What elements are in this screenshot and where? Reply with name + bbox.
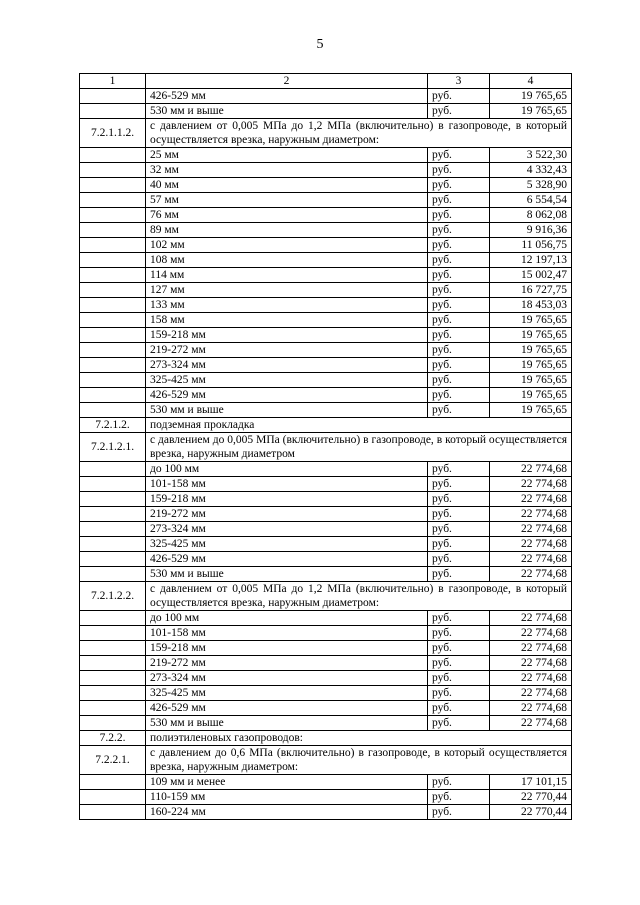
table-cell-1 [80, 671, 146, 686]
table-row [80, 358, 572, 373]
table-cell-4: 19 765,65 [490, 313, 572, 328]
table-cell-1 [80, 148, 146, 163]
table-cell-3: руб. [428, 641, 490, 656]
table-cell-1 [80, 193, 146, 208]
table-row [80, 790, 572, 805]
table-cell-3: руб. [428, 238, 490, 253]
section-description: полиэтиленовых газопроводов: [146, 731, 572, 746]
section-row [80, 746, 572, 775]
table-row [80, 522, 572, 537]
table-cell-4: 22 774,68 [490, 611, 572, 626]
table-row [80, 328, 572, 343]
table-cell-4: 8 062,08 [490, 208, 572, 223]
table-cell-4: 22 774,68 [490, 686, 572, 701]
section-row [80, 119, 572, 148]
table-cell-3: руб. [428, 462, 490, 477]
table-cell-1 [80, 343, 146, 358]
table-cell-2: 102 мм [146, 238, 428, 253]
table-cell-4: 22 770,44 [490, 790, 572, 805]
table-cell-4: 19 765,65 [490, 358, 572, 373]
table-cell-4: 22 774,68 [490, 626, 572, 641]
table-cell-4: 9 916,36 [490, 223, 572, 238]
table-cell-4: 22 774,68 [490, 462, 572, 477]
header-col-2: 2 [146, 74, 428, 89]
section-description: с давлением до 0,6 МПа (включительно) в газопроводе, в который осуществляется врезка, наружным диаметром: [146, 746, 572, 775]
table-cell-2: 273-324 мм [146, 358, 428, 373]
header-row [80, 74, 572, 89]
table-cell-2: 159-218 мм [146, 492, 428, 507]
table-cell-4: 22 774,68 [490, 567, 572, 582]
table-cell-1 [80, 373, 146, 388]
table-row [80, 343, 572, 358]
table-cell-4: 19 765,65 [490, 343, 572, 358]
table-cell-4: 16 727,75 [490, 283, 572, 298]
table-cell-4: 19 765,65 [490, 388, 572, 403]
table-cell-4: 18 453,03 [490, 298, 572, 313]
table-cell-1 [80, 775, 146, 790]
table-cell-4: 6 554,54 [490, 193, 572, 208]
table-cell-2: 219-272 мм [146, 507, 428, 522]
table-cell-1 [80, 567, 146, 582]
section-row [80, 582, 572, 611]
table-cell-4: 4 332,43 [490, 163, 572, 178]
table-row [80, 283, 572, 298]
table-cell-2: 40 мм [146, 178, 428, 193]
table-cell-2: 114 мм [146, 268, 428, 283]
table-cell-1 [80, 507, 146, 522]
table-cell-1 [80, 477, 146, 492]
table-cell-1 [80, 403, 146, 418]
table-cell-2: 325-425 мм [146, 686, 428, 701]
table-cell-4: 12 197,13 [490, 253, 572, 268]
table-cell-3: руб. [428, 716, 490, 731]
table-cell-1 [80, 716, 146, 731]
table-cell-2: 426-529 мм [146, 89, 428, 104]
table-cell-3: руб. [428, 552, 490, 567]
section-description: подземная прокладка [146, 418, 572, 433]
table-row [80, 388, 572, 403]
table-row [80, 178, 572, 193]
table-cell-2: 426-529 мм [146, 388, 428, 403]
table-cell-3: руб. [428, 253, 490, 268]
tariff-table [79, 73, 572, 820]
table-cell-3: руб. [428, 671, 490, 686]
table-cell-2: 76 мм [146, 208, 428, 223]
table-row [80, 238, 572, 253]
table-cell-4: 22 774,68 [490, 716, 572, 731]
table-cell-2: до 100 мм [146, 462, 428, 477]
table-cell-2: 101-158 мм [146, 477, 428, 492]
table-cell-1 [80, 492, 146, 507]
table-cell-4: 22 774,68 [490, 552, 572, 567]
table-cell-4: 22 770,44 [490, 805, 572, 820]
table-cell-1 [80, 686, 146, 701]
table-cell-4: 19 765,65 [490, 89, 572, 104]
table-row [80, 716, 572, 731]
table-cell-4: 22 774,68 [490, 656, 572, 671]
table-row [80, 268, 572, 283]
tariff-table-body [80, 74, 572, 820]
table-cell-1 [80, 701, 146, 716]
table-cell-2: 426-529 мм [146, 701, 428, 716]
table-cell-3: руб. [428, 522, 490, 537]
table-cell-1 [80, 388, 146, 403]
table-row [80, 298, 572, 313]
table-cell-1 [80, 268, 146, 283]
table-cell-1 [80, 805, 146, 820]
table-cell-4: 22 774,68 [490, 537, 572, 552]
table-cell-3: руб. [428, 373, 490, 388]
table-cell-1 [80, 358, 146, 373]
table-cell-1 [80, 656, 146, 671]
table-cell-2: до 100 мм [146, 611, 428, 626]
table-cell-1 [80, 163, 146, 178]
table-cell-1 [80, 253, 146, 268]
table-row [80, 403, 572, 418]
section-number: 7.2.2.1. [80, 746, 146, 775]
table-cell-4: 11 056,75 [490, 238, 572, 253]
section-row [80, 418, 572, 433]
table-cell-3: руб. [428, 178, 490, 193]
table-cell-2: 108 мм [146, 253, 428, 268]
table-row [80, 373, 572, 388]
table-row [80, 462, 572, 477]
table-cell-3: руб. [428, 328, 490, 343]
section-number: 7.2.2. [80, 731, 146, 746]
table-cell-1 [80, 462, 146, 477]
table-cell-1 [80, 208, 146, 223]
table-row [80, 313, 572, 328]
table-cell-3: руб. [428, 701, 490, 716]
table-cell-3: руб. [428, 89, 490, 104]
table-row [80, 567, 572, 582]
table-cell-2: 273-324 мм [146, 671, 428, 686]
table-cell-4: 19 765,65 [490, 403, 572, 418]
table-cell-3: руб. [428, 403, 490, 418]
table-row [80, 89, 572, 104]
table-cell-2: 325-425 мм [146, 373, 428, 388]
table-cell-2: 110-159 мм [146, 790, 428, 805]
section-row [80, 433, 572, 462]
table-cell-3: руб. [428, 388, 490, 403]
table-cell-2: 219-272 мм [146, 343, 428, 358]
table-cell-2: 325-425 мм [146, 537, 428, 552]
table-cell-4: 22 774,68 [490, 641, 572, 656]
table-row [80, 686, 572, 701]
header-col-3: 3 [428, 74, 490, 89]
table-row [80, 223, 572, 238]
table-row [80, 253, 572, 268]
section-description: с давлением от 0,005 МПа до 1,2 МПа (включительно) в газопроводе, в который осуществляется врезка, наружным диаметром: [146, 119, 572, 148]
table-row [80, 552, 572, 567]
table-cell-3: руб. [428, 507, 490, 522]
table-cell-3: руб. [428, 790, 490, 805]
table-cell-2: 57 мм [146, 193, 428, 208]
table-cell-3: руб. [428, 298, 490, 313]
section-number: 7.2.1.2.1. [80, 433, 146, 462]
table-row [80, 193, 572, 208]
table-cell-2: 133 мм [146, 298, 428, 313]
table-cell-1 [80, 611, 146, 626]
table-cell-4: 22 774,68 [490, 522, 572, 537]
section-row [80, 731, 572, 746]
section-number: 7.2.1.2. [80, 418, 146, 433]
table-row [80, 641, 572, 656]
table-cell-1 [80, 522, 146, 537]
table-row [80, 163, 572, 178]
table-cell-3: руб. [428, 492, 490, 507]
table-cell-2: 158 мм [146, 313, 428, 328]
table-cell-4: 15 002,47 [490, 268, 572, 283]
table-cell-2: 32 мм [146, 163, 428, 178]
table-cell-3: руб. [428, 611, 490, 626]
table-cell-1 [80, 178, 146, 193]
table-row [80, 701, 572, 716]
table-cell-3: руб. [428, 775, 490, 790]
page-number: 5 [316, 37, 324, 52]
table-cell-1 [80, 223, 146, 238]
table-row [80, 104, 572, 119]
table-cell-1 [80, 238, 146, 253]
table-row [80, 671, 572, 686]
table-cell-3: руб. [428, 148, 490, 163]
table-cell-3: руб. [428, 537, 490, 552]
table-cell-1 [80, 283, 146, 298]
table-cell-2: 530 мм и выше [146, 104, 428, 119]
table-cell-4: 22 774,68 [490, 492, 572, 507]
table-cell-2: 101-158 мм [146, 626, 428, 641]
table-cell-1 [80, 328, 146, 343]
table-cell-2: 530 мм и выше [146, 567, 428, 582]
table-cell-3: руб. [428, 193, 490, 208]
table-cell-2: 426-529 мм [146, 552, 428, 567]
table-cell-2: 109 мм и менее [146, 775, 428, 790]
table-row [80, 656, 572, 671]
table-cell-1 [80, 104, 146, 119]
table-cell-4: 19 765,65 [490, 373, 572, 388]
table-cell-3: руб. [428, 358, 490, 373]
table-cell-4: 19 765,65 [490, 328, 572, 343]
table-cell-1 [80, 626, 146, 641]
header-col-1: 1 [80, 74, 146, 89]
table-cell-3: руб. [428, 283, 490, 298]
table-row [80, 775, 572, 790]
table-cell-2: 25 мм [146, 148, 428, 163]
section-number: 7.2.1.2.2. [80, 582, 146, 611]
section-number: 7.2.1.1.2. [80, 119, 146, 148]
table-cell-2: 530 мм и выше [146, 716, 428, 731]
table-cell-3: руб. [428, 104, 490, 119]
table-cell-1 [80, 298, 146, 313]
table-row [80, 507, 572, 522]
table-cell-1 [80, 641, 146, 656]
table-cell-3: руб. [428, 343, 490, 358]
table-cell-3: руб. [428, 268, 490, 283]
table-row [80, 611, 572, 626]
table-cell-3: руб. [428, 656, 490, 671]
table-row [80, 805, 572, 820]
table-cell-4: 22 774,68 [490, 477, 572, 492]
table-cell-4: 22 774,68 [490, 701, 572, 716]
table-cell-3: руб. [428, 626, 490, 641]
table-row [80, 537, 572, 552]
table-cell-4: 17 101,15 [490, 775, 572, 790]
table-cell-3: руб. [428, 567, 490, 582]
table-cell-1 [80, 552, 146, 567]
table-cell-4: 22 774,68 [490, 671, 572, 686]
table-cell-1 [80, 89, 146, 104]
table-cell-2: 127 мм [146, 283, 428, 298]
table-cell-3: руб. [428, 313, 490, 328]
table-cell-2: 530 мм и выше [146, 403, 428, 418]
table-cell-2: 89 мм [146, 223, 428, 238]
table-cell-2: 160-224 мм [146, 805, 428, 820]
table-cell-2: 219-272 мм [146, 656, 428, 671]
table-cell-1 [80, 790, 146, 805]
table-cell-4: 19 765,65 [490, 104, 572, 119]
table-cell-3: руб. [428, 477, 490, 492]
table-cell-2: 159-218 мм [146, 328, 428, 343]
table-row [80, 148, 572, 163]
table-cell-1 [80, 537, 146, 552]
table-cell-2: 273-324 мм [146, 522, 428, 537]
table-cell-3: руб. [428, 223, 490, 238]
table-cell-1 [80, 313, 146, 328]
table-row [80, 492, 572, 507]
table-cell-4: 22 774,68 [490, 507, 572, 522]
table-cell-3: руб. [428, 686, 490, 701]
table-cell-3: руб. [428, 208, 490, 223]
table-cell-4: 3 522,30 [490, 148, 572, 163]
table-row [80, 626, 572, 641]
section-description: с давлением от 0,005 МПа до 1,2 МПа (включительно) в газопроводе, в который осуществляется врезка, наружным диаметром: [146, 582, 572, 611]
table-row [80, 477, 572, 492]
table-cell-3: руб. [428, 805, 490, 820]
section-description: с давлением до 0,005 МПа (включительно) в газопроводе, в который осуществляется врезка, наружным диаметром [146, 433, 572, 462]
header-col-4: 4 [490, 74, 572, 89]
table-cell-2: 159-218 мм [146, 641, 428, 656]
table-cell-4: 5 328,90 [490, 178, 572, 193]
table-cell-3: руб. [428, 163, 490, 178]
table-row [80, 208, 572, 223]
